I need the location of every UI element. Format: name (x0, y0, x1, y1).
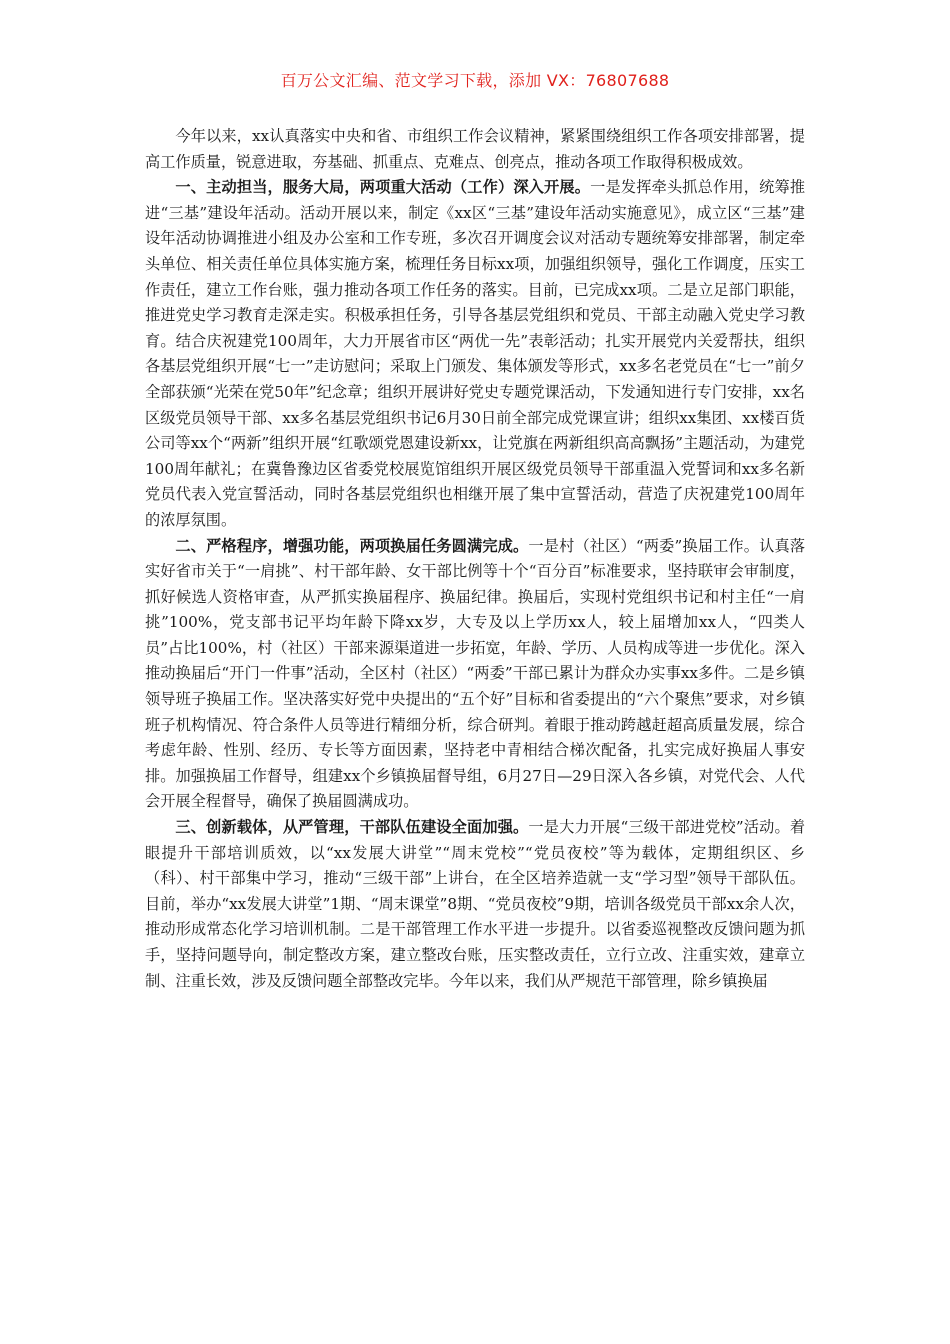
section-2-heading: 二、严格程序，增强功能，两项换届任务圆满完成。 (175, 536, 529, 555)
section-1-text: 一是发挥牵头抓总作用，统筹推进“三基”建设年活动。活动开展以来，制定《xx区“三基”建设年活动实施意见》，成立区“三基”建设年活动协调推进小组及办公室和工作专班，多次召开调度会议对活动专题统筹安排部署，制定牵头单位、相关责任单位具体实施方案，梳理任务目标xx项，加强组织领导，强化工作调度，压实工作责任，建立工作台账，强力推动各项工作任务的落实。目前，已完成xx项。二是立足部门职能，推进党史学习教育走深走实。积极承担任务，引导各基层党组织和党员、干部主动融入党史学习教育。结合庆祝建党100周年，大力开展省市区“两优一先”表彰活动；扎实开展党内关爱帮扶，组织各基层党组织开展“七一”走访慰问；采取上门颁发、集体颁发等形式，xx多名老党员在“七一”前夕全部获颁“光荣在党50年”纪念章；组织开展讲好党史专题党课活动，下发通知进行专门安排，xx名区级党员领导干部、xx多名基层党组织书记6月30日前全部完成党课宣讲；组织xx集团、xx楼百货公司等xx个“两新”组织开展“红歌颂党恩建设新xx，让党旗在两新组织高高飘扬”主题活动，为建党100周年献礼；在冀鲁豫边区省委党校展览馆组织开展区级党员领导干部重温入党誓词和xx多名新党员代表入党宣誓活动，同时各基层党组织也相继开展了集中宣誓活动，营造了庆祝建党100周年的浓厚氛围。 (145, 178, 806, 529)
paragraph-intro (145, 124, 805, 175)
paragraph-section-2 (145, 534, 805, 816)
watermark-header: 百万公文汇编、范文学习下载，添加 VX：76807688 (280, 71, 670, 90)
paragraph-section-1 (145, 175, 805, 533)
section-3-text: 一是大力开展“三级干部进党校”活动。着眼提升干部培训质效，以“xx发展大讲堂”“周末党校”“党员夜校”等为载体，定期组织区、乡（科）、村干部集中学习，推动“三级干部”上讲台，在全区培养造就一支“学习型”领导干部队伍。目前，举办“xx发展大讲堂”1期、“周末课堂”8期、“党员夜校”9期，培训各级党员干部xx余人次，推动形成常态化学习培训机制。二是干部管理工作水平进一步提升。以省委巡视整改反馈问题为抓手，坚持问题导向，制定整改方案，建立整改台账，压实整改责任，立行立改、注重实效，建章立制、注重长效，涉及反馈问题全部整改完毕。今年以来，我们从严规范干部管理，除乡镇换届 (145, 818, 806, 990)
section-1-heading: 一、主动担当，服务大局，两项重大活动（工作）深入开展。 (175, 178, 591, 197)
document-body (145, 124, 805, 994)
paragraph-section-3 (145, 815, 805, 994)
section-3-heading: 三、创新载体，从严管理，干部队伍建设全面加强。 (175, 818, 529, 837)
section-2-text: 一是村（社区）“两委”换届工作。认真落实好省市关于“一肩挑”、村干部年龄、女干部比例等十个“百分百”标准要求，坚持联审会审制度，抓好候选人资格审查，从严抓实换届程序、换届纪律。换届后，实现村党组织书记和村主任“一肩挑”100%，党支部书记平均年龄下降xx岁，大专及以上学历xx人，较上届增加xx人，“四类人员”占比100%，村（社区）干部来源渠道进一步拓宽，年龄、学历、人员构成等进一步优化。深入推动换届后“开门一件事”活动，全区村（社区）“两委”干部已累计为群众办实事xx多件。二是乡镇领导班子换届工作。坚决落实好党中央提出的“五个好”目标和省委提出的“六个聚焦”要求，对乡镇班子机构情况、符合条件人员等进行精细分析，综合研判。着眼于推动跨越赶超高质量发展，综合考虑年龄、性别、经历、专长等方面因素，坚持老中青相结合梯次配备，扎实完成好换届人事安排。加强换届工作督导，组建xx个乡镇换届督导组，6月27日—29日深入各乡镇，对党代会、人代会开展全程督导，确保了换届圆满成功。 (145, 536, 806, 811)
paragraph-intro-text: 今年以来，xx认真落实中央和省、市组织工作会议精神，紧紧围绕组织工作各项安排部署，提高工作质量，锐意进取，夯基础、抓重点、克难点、创亮点，推动各项工作取得积极成效。 (145, 127, 805, 171)
